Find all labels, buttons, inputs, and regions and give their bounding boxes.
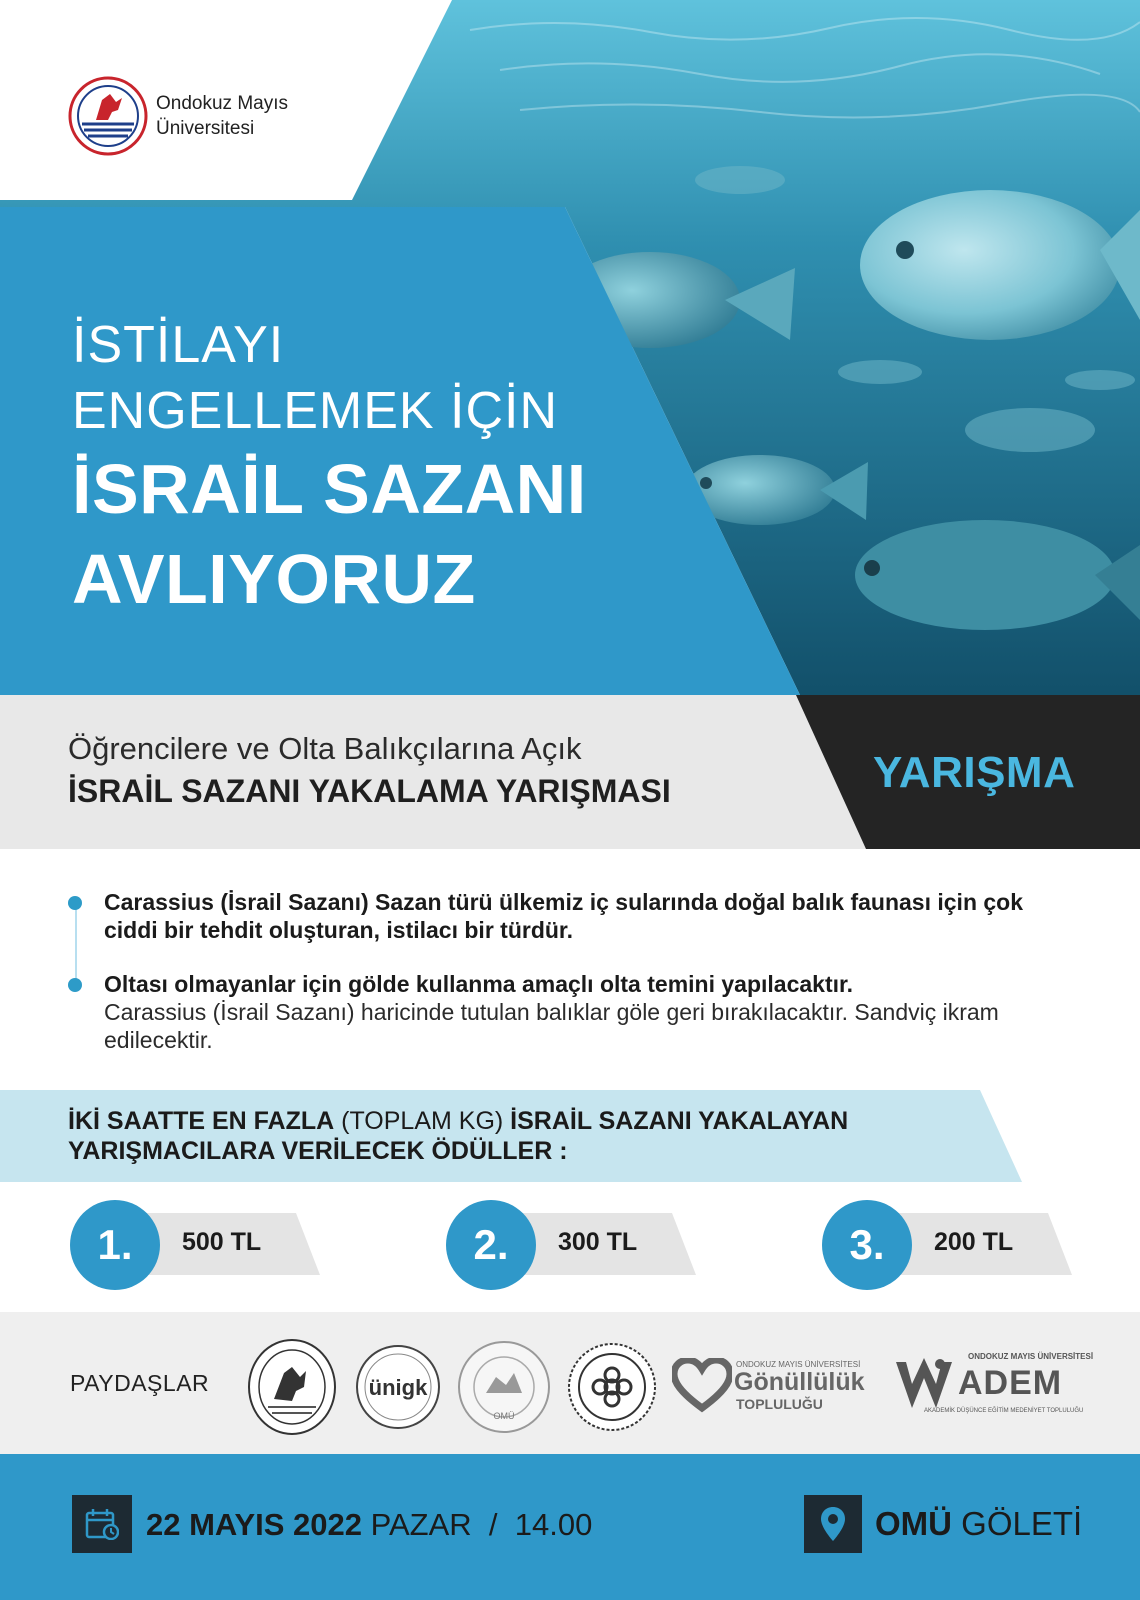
- prize-second: [446, 1200, 696, 1290]
- hero-line-2: ENGELLEMEK İÇİN: [72, 382, 559, 440]
- info-list: [68, 888, 1078, 1080]
- university-logo: [68, 76, 288, 156]
- bullet-dot-icon: [68, 896, 82, 910]
- prize-heading-part-1: İKİ SAATTE EN FAZLA: [68, 1107, 335, 1135]
- gonulluluk-big: Gönüllülük: [734, 1368, 865, 1396]
- prize-rank: 3.: [822, 1200, 912, 1290]
- event-date-rest: PAZAR / 14.00: [362, 1507, 593, 1542]
- subtitle-text: [68, 728, 671, 812]
- calendar-glyph: [85, 1508, 119, 1540]
- hero-line-4: AVLIYORUZ: [72, 540, 476, 618]
- calendar-icon: [72, 1495, 132, 1553]
- adem-logo: [894, 1352, 1094, 1418]
- info-item: [68, 970, 1078, 1054]
- competition-tag: YARIŞMA: [873, 748, 1076, 797]
- prize-first: [70, 1200, 320, 1290]
- stakeholders-label: PAYDAŞLAR: [70, 1370, 210, 1396]
- samsun-buyuksehir-seal: [246, 1337, 338, 1437]
- subtitle-line-1: Öğrencilere ve Olta Balıkçılarına Açık: [68, 731, 582, 766]
- hero-line-1: İSTİLAYI: [72, 316, 285, 374]
- prize-heading: [68, 1106, 848, 1166]
- event-date-bold: 22 MAYIS 2022: [146, 1507, 363, 1542]
- info-item-bold: Carassius (İsrail Sazanı) Sazan türü ülkemiz iç sularında doğal balık faunası için çok ciddi bir tehdit oluşturan, istilacı bir türdür.: [104, 889, 1024, 943]
- subtitle-line-2: İSRAİL SAZANI YAKALAMA YARIŞMASI: [68, 773, 671, 809]
- university-seal-icon: [68, 76, 148, 156]
- hero-section: [0, 0, 1140, 695]
- bullet-dot-icon: [68, 978, 82, 992]
- prize-third: [822, 1200, 1072, 1290]
- prize-heading-part-3: İSRAİL SAZANI YAKALAYAN: [510, 1107, 849, 1135]
- pin-glyph: [820, 1506, 846, 1542]
- logo-line-1: Ondokuz Mayıs: [156, 93, 288, 114]
- info-item-normal: Carassius (İsrail Sazanı) haricinde tutulan balıklar göle geri bırakılacaktır. Sandviç ikram edilecektir.: [104, 999, 999, 1053]
- gonulluluk-small: ONDOKUZ MAYIS ÜNİVERSİTESİ: [736, 1360, 861, 1369]
- fen-edebiyat-seal: [456, 1337, 552, 1437]
- topluluk-seal: [566, 1337, 658, 1437]
- logo-line-2: Üniversitesi: [156, 118, 255, 139]
- adem-big: ADEM: [958, 1364, 1063, 1402]
- info-item-bold: Oltası olmayanlar için gölde kullanma amaçlı olta temini yapılacaktır.: [104, 971, 854, 997]
- prize-amount: 200 TL: [934, 1228, 1014, 1256]
- event-location-rest: GÖLETİ: [952, 1505, 1083, 1542]
- info-item: [68, 888, 1078, 944]
- location-pin-icon: [804, 1495, 862, 1553]
- prize-rank: 1.: [70, 1200, 160, 1290]
- prize-amount: 300 TL: [558, 1228, 638, 1256]
- prize-rank: 2.: [446, 1200, 536, 1290]
- gonulluluk-sub: TOPLULUĞU: [736, 1396, 823, 1412]
- adem-small: ONDOKUZ MAYIS ÜNİVERSİTESİ: [968, 1352, 1094, 1361]
- heart-icon: [672, 1358, 732, 1414]
- uniak-text: ünigk: [368, 1375, 428, 1400]
- hero-title: [72, 312, 587, 624]
- adem-sub: AKADEMİK DÜŞÜNCE EĞİTİM MEDENİYET TOPLULUĞU: [924, 1408, 1084, 1414]
- event-location: [875, 1505, 1082, 1543]
- adem-emblem-icon: [894, 1356, 964, 1414]
- hero-line-3: İSRAİL SAZANI: [72, 450, 587, 528]
- event-date: [146, 1507, 592, 1543]
- prize-amount: 500 TL: [182, 1228, 262, 1256]
- prize-heading-part-4: YARIŞMACILARA VERİLECEK ÖDÜLLER :: [68, 1137, 568, 1165]
- fen-edebiyat-sub: OMÜ: [493, 1411, 515, 1421]
- uniak-seal: [354, 1343, 442, 1431]
- event-location-bold: OMÜ: [875, 1505, 952, 1542]
- prize-heading-part-2: (TOPLAM KG): [334, 1107, 511, 1135]
- gonulluluk-logo: [672, 1358, 878, 1414]
